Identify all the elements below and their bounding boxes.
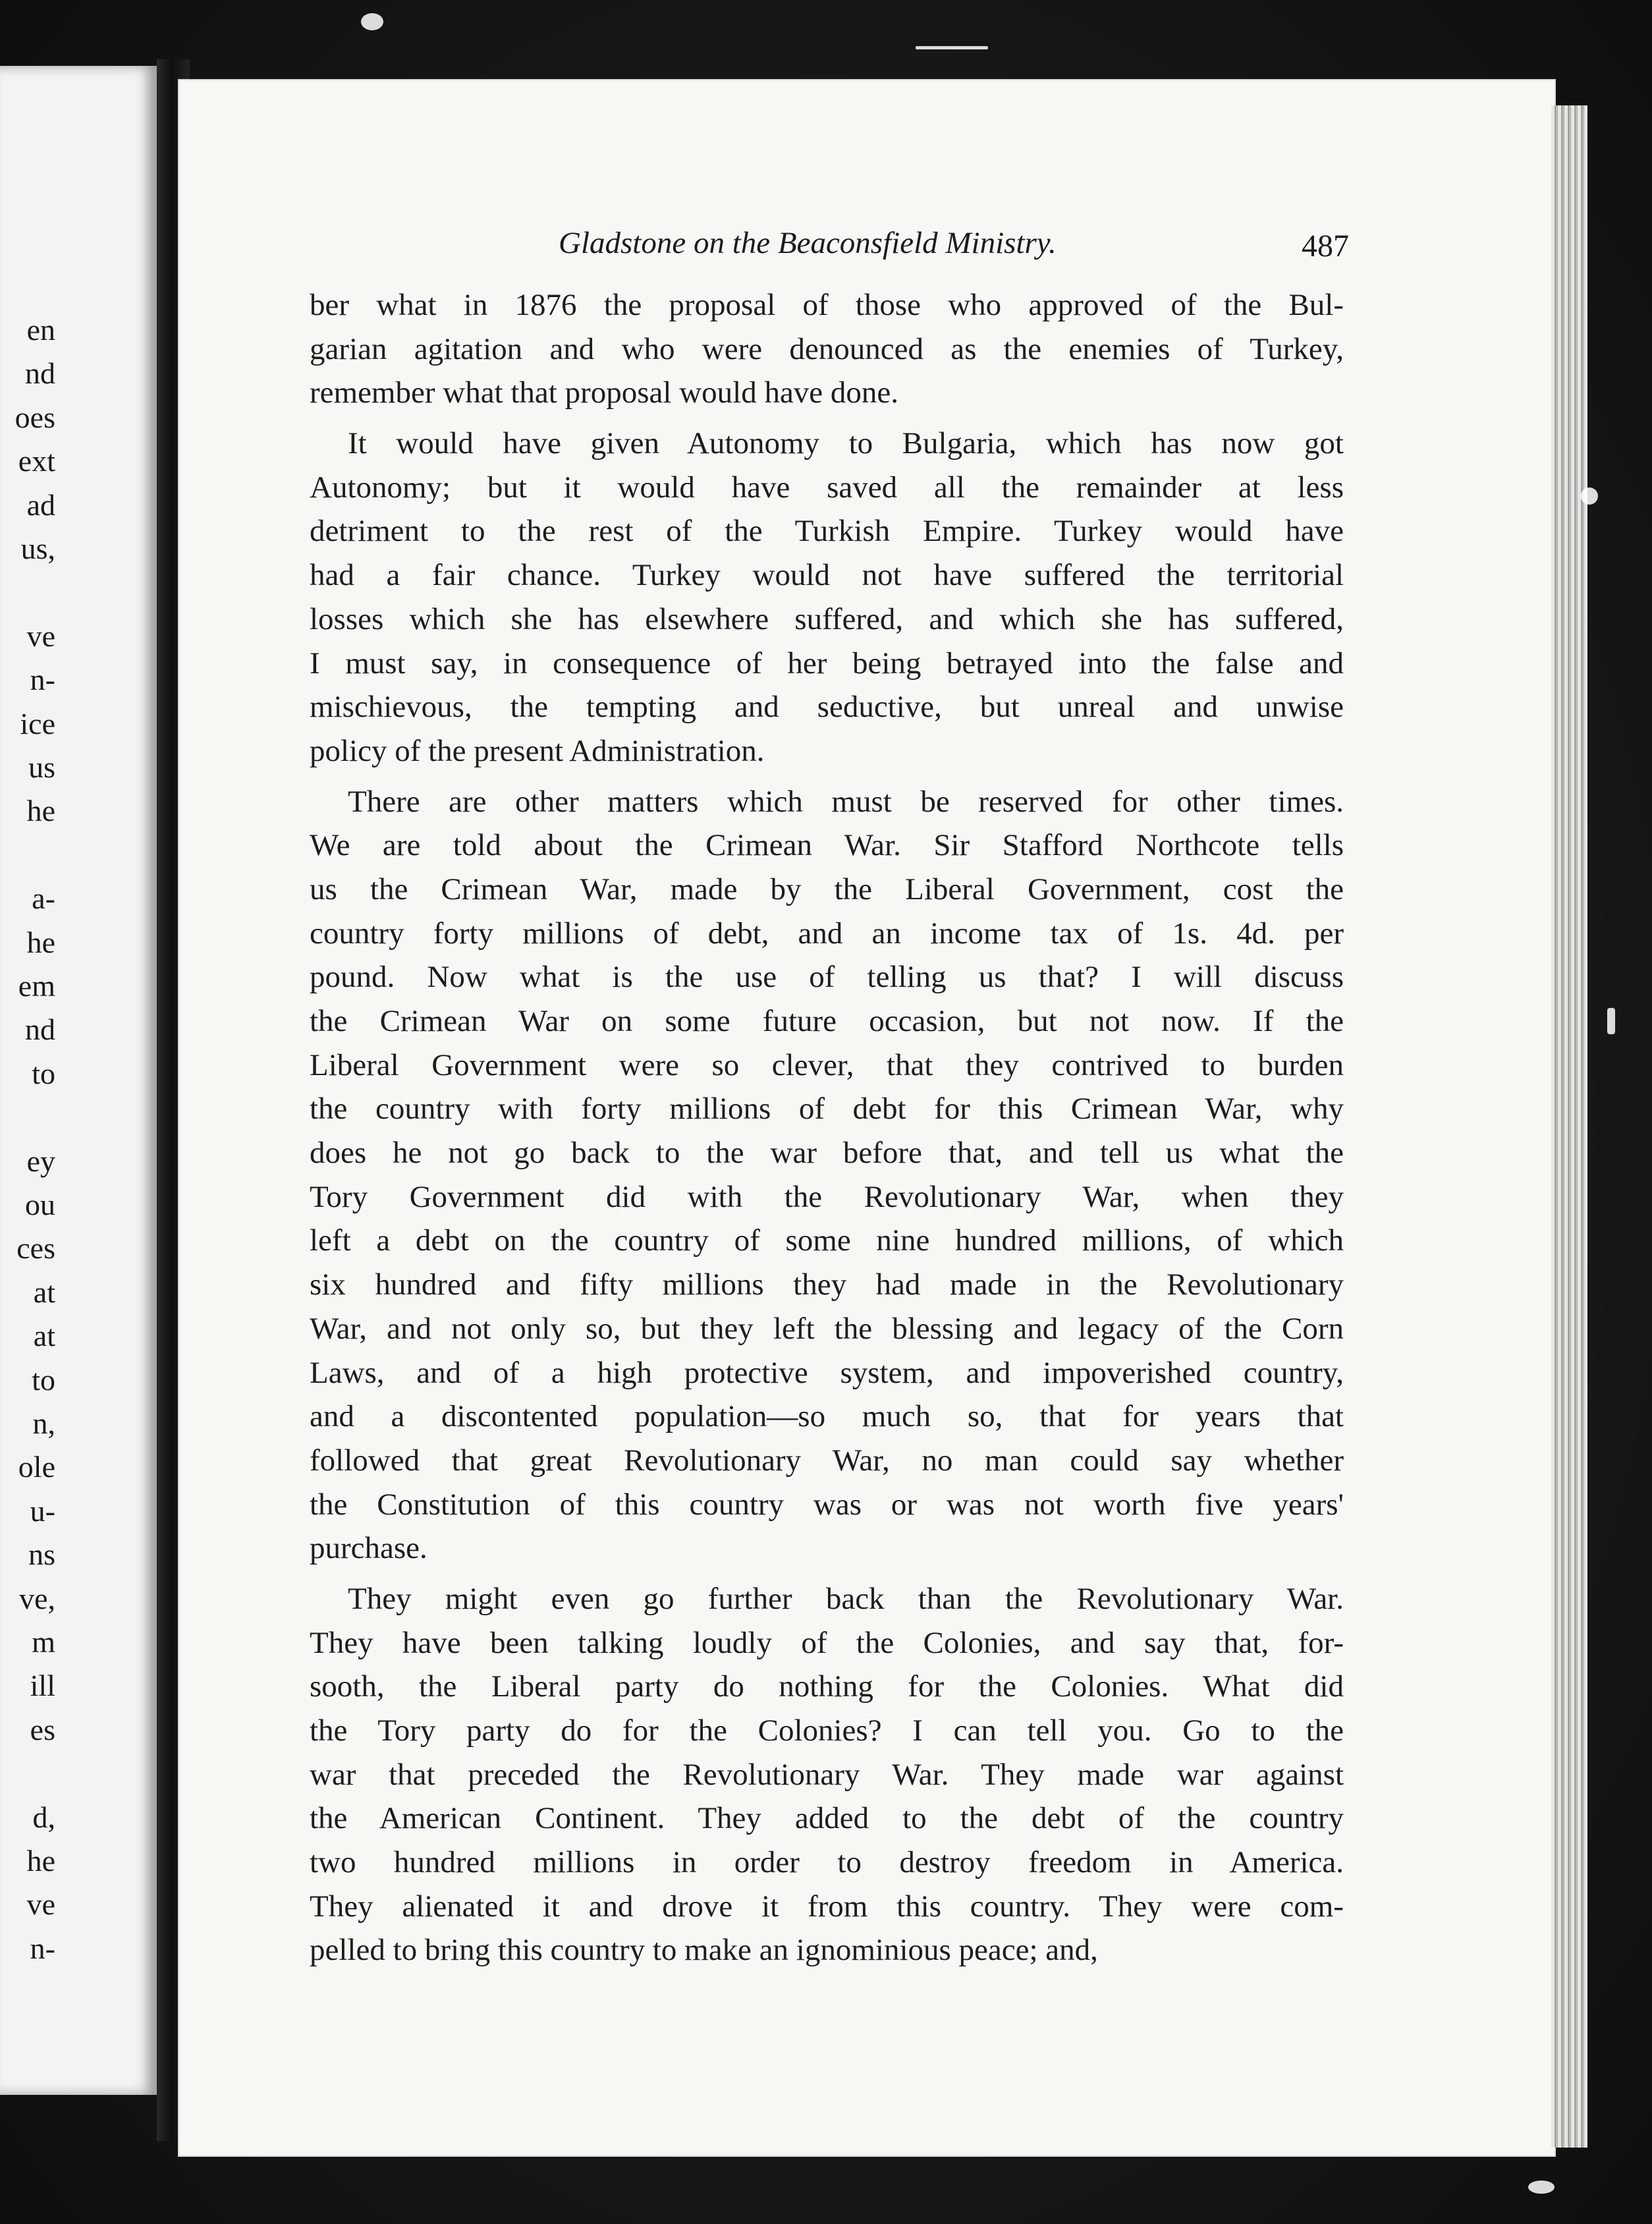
text-line: does he not go back to the war before that, and tell us what the [310, 1136, 1344, 1171]
facing-page-text-fragment: us, [20, 532, 55, 565]
paragraph [310, 1577, 1344, 1972]
text-line: mischievous, the tempting and seductive, but unreal and unwise [310, 690, 1344, 725]
text-line: the Tory party do for the Colonies? I can tell you. Go to the [310, 1713, 1344, 1748]
facing-page-text-fragment: he [26, 925, 55, 959]
paragraph-gap [310, 773, 1344, 780]
scan-speck [361, 13, 383, 30]
page-number: 487 [1302, 229, 1349, 264]
text-line: and a discontented population—so much so, that for years that [310, 1399, 1344, 1434]
facing-page-text-fragment: em [18, 969, 55, 1003]
text-line: country forty millions of debt, and an income tax of 1s. 4d. per [310, 916, 1344, 951]
text-line: the American Continent. They added to the debt of the country [310, 1801, 1344, 1836]
facing-page-text-fragment: us [28, 750, 55, 784]
text-line: remember what that proposal would have done. [310, 375, 899, 410]
text-line: I must say, in consequence of her being betrayed into the false and [310, 646, 1344, 681]
text-line: They might even go further back than the Revolutionary War. [348, 1581, 1344, 1616]
text-line: ber what in 1876 the proposal of those who approved of the Bul- [310, 288, 1344, 322]
text-line: It would have given Autonomy to Bulgaria, which has now got [348, 426, 1344, 461]
facing-page-text-fragment: a- [32, 881, 55, 916]
facing-page-text-fragment: at [33, 1319, 55, 1353]
facing-page-text-fragment: nd [25, 1013, 55, 1047]
text-line: purchase. [310, 1531, 427, 1566]
facing-page-text-fragment: ces [16, 1231, 55, 1265]
facing-page-text-fragment: at [33, 1275, 55, 1309]
scan-speck [1581, 487, 1598, 505]
page-edges [1551, 105, 1587, 2148]
text-line: They alienated it and drove it from this country. They were com- [310, 1889, 1344, 1924]
facing-page-text-fragment: ou [25, 1188, 55, 1221]
page-header [559, 225, 1349, 271]
scan-speck [916, 46, 988, 49]
facing-page-text-fragment: to [32, 1362, 55, 1397]
facing-page-text-fragment: ve [26, 1887, 55, 1922]
facing-page-text-fragment: nd [25, 356, 55, 391]
facing-page-text-fragment: ey [26, 1144, 55, 1178]
text-line: detriment to the rest of the Turkish Empire. Turkey would have [310, 514, 1344, 549]
text-line: the Constitution of this country was or was not worth five years' [310, 1487, 1344, 1522]
facing-page-text-fragment: n, [32, 1406, 55, 1440]
facing-page-text-fragment: he [26, 1844, 55, 1877]
text-line: There are other matters which must be reserved for other times. [348, 784, 1344, 819]
facing-page-text-fragment: oes [14, 400, 55, 434]
text-line: us the Crimean War, made by the Liberal Government, cost the [310, 872, 1344, 906]
facing-page-text-fragment: n- [30, 1931, 55, 1965]
scan-speck [1528, 2181, 1555, 2194]
paragraph [310, 780, 1344, 1571]
text-line: left a debt on the country of some nine hundred millions, of which [310, 1223, 1344, 1258]
text-line: had a fair chance. Turkey would not have suffered the territorial [310, 558, 1344, 593]
facing-page-text-fragment: ole [18, 1450, 55, 1484]
text-line: Tory Government did with the Revolutionary War, when they [310, 1179, 1344, 1214]
body-text [310, 283, 1344, 1972]
text-line: Autonomy; but it would have saved all the remainder at less [310, 470, 1344, 505]
text-line: Laws, and of a high protective system, and impoverished country, [310, 1355, 1344, 1390]
facing-page-text-fragment: ice [20, 706, 55, 740]
text-line: pound. Now what is the use of telling us that? I will discuss [310, 960, 1344, 995]
text-line: the country with forty millions of debt for this Crimean War, why [310, 1092, 1344, 1126]
text-line: followed that great Revolutionary War, no man could say whether [310, 1443, 1344, 1478]
facing-page-text-fragment: ve [26, 619, 55, 653]
paragraph-gap [310, 415, 1344, 422]
text-line: sooth, the Liberal party do nothing for the Colonies. What did [310, 1669, 1344, 1704]
facing-page-text-fragment: u- [30, 1493, 55, 1528]
facing-page-text-fragment: en [26, 313, 55, 347]
running-title: Gladstone on the Beaconsfield Ministry. [559, 226, 1057, 260]
text-line: policy of the present Administration. [310, 733, 765, 768]
facing-page-text-fragment: to [32, 1056, 55, 1090]
text-line: war that preceded the Revolutionary War. They made war against [310, 1757, 1344, 1792]
text-line: garian agitation and who were denounced as the enemies of Turkey, [310, 331, 1344, 366]
facing-page-text-fragment: ill [30, 1669, 55, 1703]
facing-page-text-fragment: ext [18, 444, 55, 478]
text-line: War, and not only so, but they left the blessing and legacy of the Corn [310, 1311, 1344, 1346]
facing-page-text-fragment: m [32, 1625, 55, 1659]
paragraph [310, 283, 1344, 415]
facing-page-text-fragment: ns [28, 1538, 55, 1572]
facing-page-text-fragment: n- [30, 663, 55, 697]
text-line: two hundred millions in order to destroy freedom in America. [310, 1845, 1344, 1880]
facing-page-fragment [0, 66, 157, 2095]
text-line: losses which she has elsewhere suffered, and which she has suffered, [310, 601, 1344, 636]
text-line: six hundred and fifty millions they had made in the Revolutionary [310, 1267, 1344, 1302]
facing-page-text-fragment: d, [32, 1800, 55, 1834]
text-line: pelled to bring this country to make an ignominious peace; and, [310, 1933, 1098, 1968]
scan-speck [1607, 1008, 1615, 1034]
facing-page-text-fragment: es [30, 1712, 55, 1746]
paragraph [310, 422, 1344, 773]
text-line: Liberal Government were so clever, that they contrived to burden [310, 1047, 1344, 1082]
facing-page-text-fragment: ad [26, 487, 55, 522]
text-line: We are told about the Crimean War. Sir Stafford Northcote tells [310, 828, 1344, 863]
text-line: They have been talking loudly of the Colonies, and say that, for- [310, 1625, 1344, 1660]
facing-page-text-fragment: ve, [19, 1581, 55, 1615]
text-line: the Crimean War on some future occasion, but not now. If the [310, 1004, 1344, 1038]
facing-page-text-fragment: he [26, 794, 55, 828]
paragraph-gap [310, 1571, 1344, 1577]
